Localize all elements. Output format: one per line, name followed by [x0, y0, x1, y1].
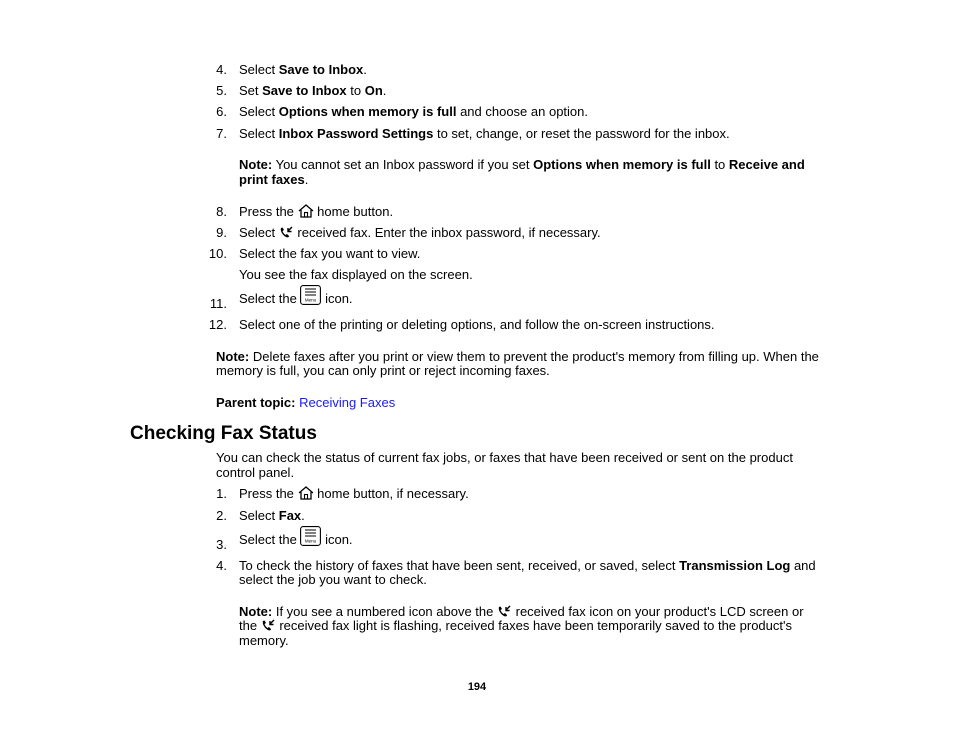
- step-number: 10.: [208, 246, 227, 261]
- note-2-line-2: memory is full, you can only print or reject incoming faxes.: [216, 363, 550, 378]
- bold-term: On: [364, 83, 383, 98]
- step-b1-before: Press the: [239, 486, 294, 501]
- step-number: 1.: [216, 486, 227, 501]
- bold-term: Inbox Password Settings: [278, 126, 434, 141]
- step-9-before: Select: [239, 225, 276, 240]
- step-11-text: [239, 288, 353, 311]
- step-11-after: icon.: [325, 290, 353, 306]
- step-number: 9.: [216, 225, 227, 240]
- parent-topic-label: Parent topic:: [216, 395, 296, 410]
- step-number: 5.: [216, 83, 227, 98]
- step-11-before: Select the: [239, 290, 297, 306]
- bold-term: Options when memory is full: [533, 157, 711, 172]
- step-6-text: Select Options when memory is full and choose an option.: [239, 104, 589, 119]
- home-icon: [298, 486, 314, 503]
- note-2-line-1: [216, 349, 819, 364]
- step-number: 4.: [216, 62, 227, 77]
- note-1-text: You cannot set an Inbox password if you set Options when memory is full to Receive and: [272, 157, 805, 172]
- note-label: Note:: [239, 157, 273, 172]
- home-icon: [298, 204, 314, 221]
- note-label: Note:: [239, 604, 273, 619]
- step-7-text: Select Inbox Password Settings to set, change, or reset the password for the inbox.: [239, 126, 730, 141]
- note-1-line-1: [239, 157, 805, 172]
- section-title: Checking Fax Status: [130, 423, 317, 444]
- step-8-before: Press the: [239, 204, 294, 219]
- step-b3-text: [239, 529, 353, 552]
- receiving-faxes-link[interactable]: Receiving Faxes: [299, 395, 396, 410]
- bold-term: Receive and: [728, 157, 805, 172]
- step-b1-text: [239, 486, 469, 503]
- step-4-text: Select Save to Inbox.: [239, 62, 367, 77]
- bold-term: Options when memory is full: [278, 104, 457, 119]
- step-number: 8.: [216, 204, 227, 219]
- parent-topic: [216, 395, 395, 410]
- step-number: 6.: [216, 104, 227, 119]
- step-9-text: [239, 225, 601, 242]
- note-label: Note:: [216, 349, 250, 364]
- bold-term: Transmission Log: [679, 558, 791, 573]
- bold-term: print faxes: [239, 172, 305, 187]
- note-3-text-d: received fax light is flashing, received faxes have been temporarily saved to the product's: [279, 618, 792, 633]
- step-10-result: You see the fax displayed on the screen.: [239, 267, 473, 282]
- step-b3-before: Select the: [239, 531, 297, 547]
- received-fax-icon: [279, 226, 294, 242]
- step-number: 4.: [216, 558, 227, 573]
- note-1-line-2: print faxes.: [239, 172, 309, 187]
- menu-icon: [300, 526, 321, 549]
- section-intro-line-1: You can check the status of current fax jobs, or faxes that have been received or sent on the product: [216, 450, 793, 465]
- step-8-text: [239, 204, 393, 221]
- menu-icon: [300, 285, 321, 308]
- step-number: 3.: [216, 537, 227, 552]
- step-number: 7.: [216, 126, 227, 141]
- step-b4-line-2: select the job you want to check.: [239, 572, 427, 587]
- step-b3-after: icon.: [325, 531, 353, 547]
- step-b2-text: Select Fax.: [239, 508, 305, 523]
- note-2-text: Delete faxes after you print or view them to prevent the product's memory from filling up. When the: [249, 349, 819, 364]
- bold-term: Fax: [278, 508, 302, 523]
- step-9-after: received fax. Enter the inbox password, if necessary.: [297, 225, 601, 240]
- section-intro-line-2: control panel.: [216, 465, 295, 480]
- step-5-text: Set Save to Inbox to On.: [239, 83, 387, 98]
- note-3-text-c: the: [239, 618, 258, 633]
- menu-icon-label: Menu: [305, 297, 317, 303]
- step-number: 11.: [209, 296, 227, 311]
- page-number: 194: [467, 681, 487, 693]
- bold-term: Save to Inbox: [278, 62, 364, 77]
- step-b1-after: home button, if necessary.: [317, 486, 469, 501]
- step-number: 2.: [216, 508, 227, 523]
- step-8-after: home button.: [317, 204, 394, 219]
- step-12-text: Select one of the printing or deleting options, and follow the on-screen instructions.: [239, 317, 715, 332]
- note-3-line-3: memory.: [239, 633, 289, 648]
- menu-icon-label: Menu: [305, 538, 317, 544]
- step-10-text: Select the fax you want to view.: [239, 246, 421, 261]
- note-3-line-2: [239, 618, 792, 635]
- bold-term: Save to Inbox: [262, 83, 347, 98]
- step-b4-line-1: To check the history of faxes that have been sent, received, or saved, select Transmission Log and: [239, 558, 816, 573]
- note-3-text-b: received fax icon on your product's LCD screen or: [515, 604, 804, 619]
- note-3-text-a: If you see a numbered icon above the: [272, 604, 494, 619]
- step-number: 12.: [208, 317, 227, 332]
